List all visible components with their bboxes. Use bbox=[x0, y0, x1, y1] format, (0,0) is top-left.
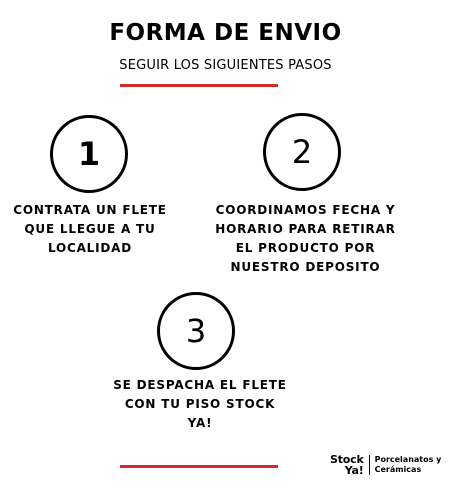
step-1-text: CONTRATA UN FLETE QUE LLEGUE A TU LOCALIDAD bbox=[13, 203, 167, 255]
logo-tagline-line2: Cerámicas bbox=[374, 465, 422, 474]
logo-mark bbox=[330, 454, 364, 476]
page-title: FORMA DE ENVIO bbox=[109, 20, 342, 46]
logo-tagline bbox=[375, 455, 442, 475]
bottom-divider bbox=[120, 465, 278, 468]
step-1-number: 1 bbox=[77, 135, 101, 173]
brand-logo bbox=[330, 454, 441, 476]
step-1-circle bbox=[50, 115, 128, 193]
step-3-text: SE DESPACHA EL FLETE CON TU PISO STOCK YA! bbox=[113, 378, 287, 430]
step-2-circle bbox=[263, 113, 341, 191]
logo-tagline-line1: Porcelanatos y bbox=[374, 455, 442, 464]
logo-brand-line2: Ya! bbox=[344, 464, 364, 477]
logo-brand-line1: Stock bbox=[330, 453, 364, 466]
logo-separator bbox=[369, 455, 370, 475]
step-3-number: 3 bbox=[185, 312, 207, 350]
step-3-circle bbox=[157, 292, 235, 370]
top-divider bbox=[120, 84, 278, 87]
step-2-text: COORDINAMOS FECHA Y HORARIO PARA RETIRAR EL PRODUCTO POR NUESTRO DEPOSITO bbox=[215, 203, 396, 274]
page-subtitle: SEGUIR LOS SIGUIENTES PASOS bbox=[119, 58, 332, 73]
step-2-number: 2 bbox=[291, 133, 313, 171]
